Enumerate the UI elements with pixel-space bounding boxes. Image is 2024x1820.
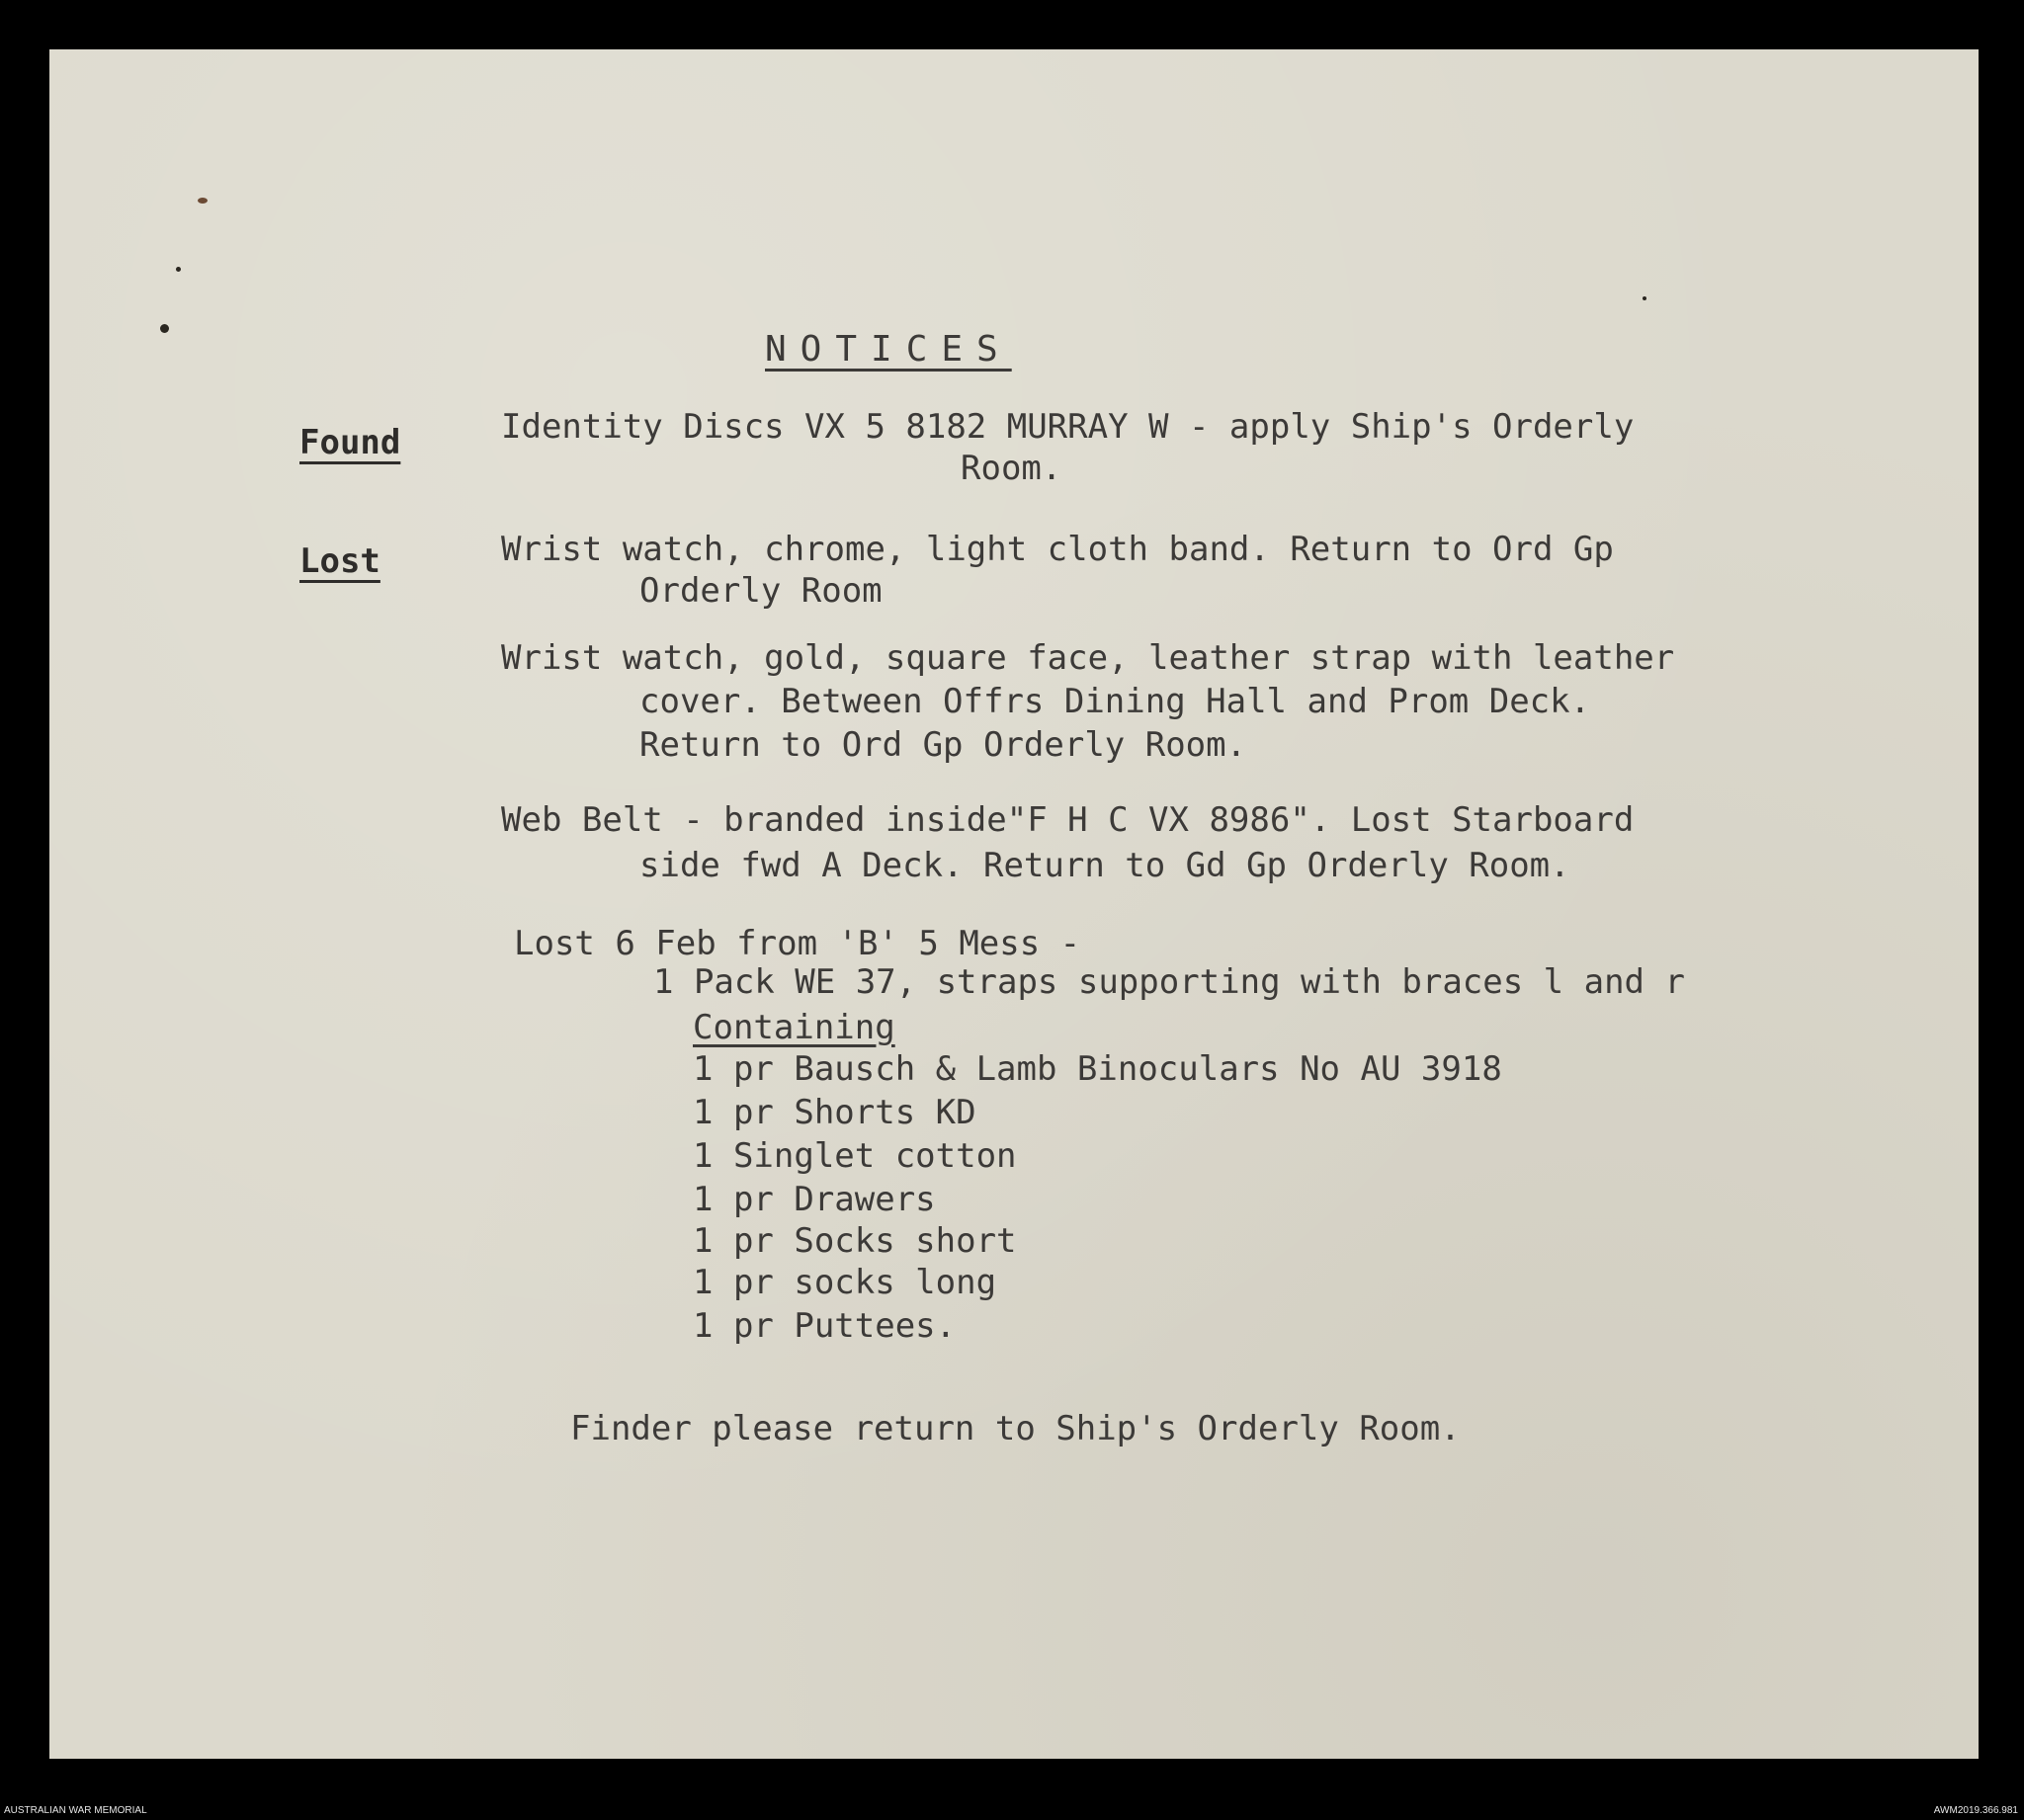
lost-item-4-line-2: 1 Pack WE 37, straps supporting with braces l and r bbox=[653, 962, 1685, 1002]
lost-item-1-line-1: Wrist watch, chrome, light cloth band. Return to Ord Gp bbox=[501, 530, 1614, 569]
list-item: 1 pr Bausch & Lamb Binoculars No AU 3918 bbox=[693, 1049, 1502, 1089]
paper-speck bbox=[160, 324, 169, 333]
list-item: 1 pr socks long bbox=[693, 1263, 997, 1302]
footer bbox=[0, 1804, 2024, 1820]
closing-line: Finder please return to Ship's Orderly Room. bbox=[570, 1409, 1461, 1448]
found-label: Found bbox=[299, 423, 401, 462]
document-page bbox=[49, 49, 1979, 1759]
containing-heading: Containing bbox=[693, 1008, 895, 1047]
lost-item-4-line-1: Lost 6 Feb from 'B' 5 Mess - bbox=[514, 924, 1081, 963]
list-item: 1 Singlet cotton bbox=[693, 1136, 1017, 1176]
list-item: 1 pr Shorts KD bbox=[693, 1093, 976, 1132]
lost-item-2-line-2: cover. Between Offrs Dining Hall and Prom Deck. bbox=[639, 682, 1591, 721]
found-line-2: Room. bbox=[961, 449, 1062, 488]
lost-label: Lost bbox=[299, 541, 380, 581]
list-item: 1 pr Drawers bbox=[693, 1180, 936, 1219]
archive-reference: AWM2019.366.981 bbox=[1933, 1805, 2018, 1816]
list-item: 1 pr Socks short bbox=[693, 1221, 1017, 1261]
lost-item-3-line-1: Web Belt - branded inside"F H C VX 8986". Lost Starboard bbox=[501, 800, 1635, 840]
archive-credit: AUSTRALIAN WAR MEMORIAL bbox=[4, 1805, 147, 1816]
lost-item-2-line-3: Return to Ord Gp Orderly Room. bbox=[639, 725, 1247, 765]
found-line-1: Identity Discs VX 5 8182 MURRAY W - apply Ship's Orderly bbox=[501, 407, 1635, 447]
paper-speck bbox=[198, 198, 208, 204]
list-item: 1 pr Puttees. bbox=[693, 1306, 957, 1346]
lost-item-1-line-2: Orderly Room bbox=[639, 571, 883, 611]
paper-speck bbox=[1643, 296, 1646, 300]
lost-item-2-line-1: Wrist watch, gold, square face, leather strap with leather bbox=[501, 638, 1675, 678]
lost-item-3-line-2: side fwd A Deck. Return to Gd Gp Orderly Room. bbox=[639, 846, 1570, 885]
paper-speck bbox=[176, 267, 181, 272]
notices-heading: NOTICES bbox=[765, 329, 1012, 370]
